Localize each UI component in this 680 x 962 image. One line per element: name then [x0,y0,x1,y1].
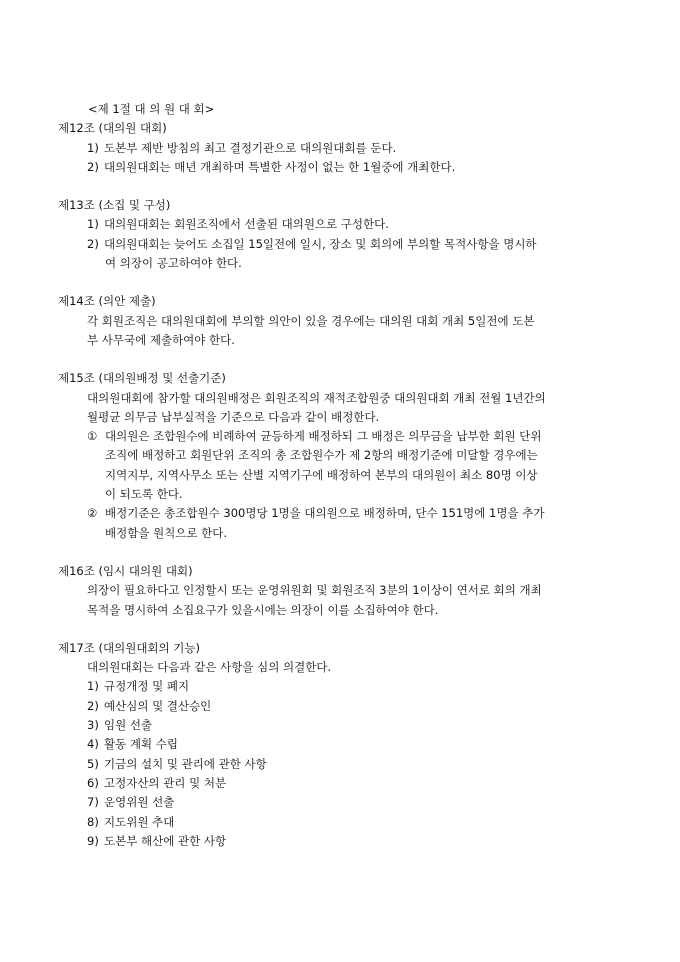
circled-item [58,504,630,523]
list-item [58,755,630,774]
list-item [58,697,630,716]
document-body [58,100,630,851]
item-text: 대의원대회는 회원조직에서 선출된 대의원으로 구성한다. [104,217,389,232]
list-item [58,158,630,177]
item-number: 2) [87,236,99,251]
list-item [58,735,630,754]
article-14-heading: 제14조 (의안 제출) [58,294,156,309]
list-item [58,139,630,158]
circled-number: ② [87,506,98,521]
list-item [58,235,630,254]
article-17-heading: 제17조 (대의원대회의 기능) [58,640,201,655]
item-text: 대의원은 조합원수에 비례하여 균등하게 배정하되 그 배정은 의무금을 납부한 회원 단위 [105,429,542,444]
item-text: 임원 선출 [104,718,153,733]
article-16-heading: 제16조 (임시 대의원 대회) [58,563,193,578]
list-item [58,774,630,793]
item-number: 8) [87,814,99,829]
paragraph-line: 대의원대회에 참가할 대의원배정은 회원조직의 재적조합원중 대의원대회 개최 전월 1년간의 [87,390,546,405]
list-item [58,677,630,696]
paragraph-line: 월평균 의무금 납부실적을 기준으로 다음과 같이 배정한다. [87,409,380,424]
item-text: 배정기준은 총조합원수 300명당 1명을 대의원으로 배정하며, 단수 151명에 1명을 추가 [105,506,545,521]
list-item [58,813,630,832]
item-text: 기금의 설치 및 관리에 관한 사항 [104,756,267,771]
item-number: 3) [87,718,99,733]
item-number: 1) [87,217,99,232]
item-number: 4) [87,737,99,752]
item-text: 운영위원 선출 [104,795,175,810]
item-text: 예산심의 및 결산승인 [104,698,212,713]
item-text-continued: 지역지부, 지역사무소 또는 산별 지역기구에 배정하여 본부의 대의원이 최소 80명 이상 [105,467,538,482]
item-text-continued: 여 의장이 공고하여야 한다. [105,256,242,271]
item-text: 대의원대회는 매년 개최하며 특별한 사정이 없는 한 1월중에 개최한다. [104,159,456,174]
paragraph-line: 대의원대회는 다음과 같은 사항을 심의 의결한다. [87,660,332,675]
item-number: 2) [87,698,99,713]
item-text-continued: 이 되도록 한다. [105,487,183,502]
article-13-heading: 제13조 (소집 및 구성) [58,198,171,213]
article-12-heading: 제12조 (대의원 대회) [58,121,167,136]
paragraph-line: 목적을 명시하여 소집요구가 있을시에는 의장이 이를 소집하여야 한다. [87,602,439,617]
item-number: 1) [87,140,99,155]
paragraph-line: 의장이 필요하다고 인정할시 또는 운영위원회 및 회원조직 3분의 1이상이 연서로 회의 개최 [87,583,542,598]
item-text: 규정개정 및 폐지 [104,679,190,694]
item-text-continued: 배정함을 원칙으로 한다. [105,525,228,540]
paragraph-line: 각 회원조직은 대의원대회에 부의할 의안이 있을 경우에는 대의원 대회 개최 5일전에 도본 [87,313,535,328]
paragraph-line: 부 사무국에 제출하여야 한다. [87,332,235,347]
list-item [58,716,630,735]
item-text: 도본부 제반 방침의 최고 결정기관으로 대의원대회를 둔다. [104,140,397,155]
list-item [58,793,630,812]
item-number: 6) [87,775,99,790]
item-text: 활동 계획 수립 [104,737,178,752]
item-text: 지도위원 추대 [104,814,175,829]
item-number: 1) [87,679,99,694]
list-item [58,832,630,851]
item-text: 고정자산의 관리 및 처분 [104,775,227,790]
item-number: 7) [87,795,99,810]
circled-item [58,427,630,446]
item-number: 5) [87,756,99,771]
article-15-heading: 제15조 (대의원배정 및 선출기준) [58,371,226,386]
chapter-title: <제 1절 대 의 원 대 회> [88,102,215,116]
item-number: 2) [87,159,99,174]
item-text: 도본부 해산에 관한 사항 [104,833,227,848]
item-number: 9) [87,833,99,848]
list-item [58,215,630,234]
circled-number: ① [87,429,98,444]
item-text-continued: 조직에 배정하고 회원단위 조직의 총 조합원수가 제 2항의 배정기준에 미달할 경우에는 [105,448,538,463]
item-text: 대의원대회는 늦어도 소집일 15일전에 일시, 장소 및 회의에 부의할 목적사항을 명시하 [104,236,537,251]
